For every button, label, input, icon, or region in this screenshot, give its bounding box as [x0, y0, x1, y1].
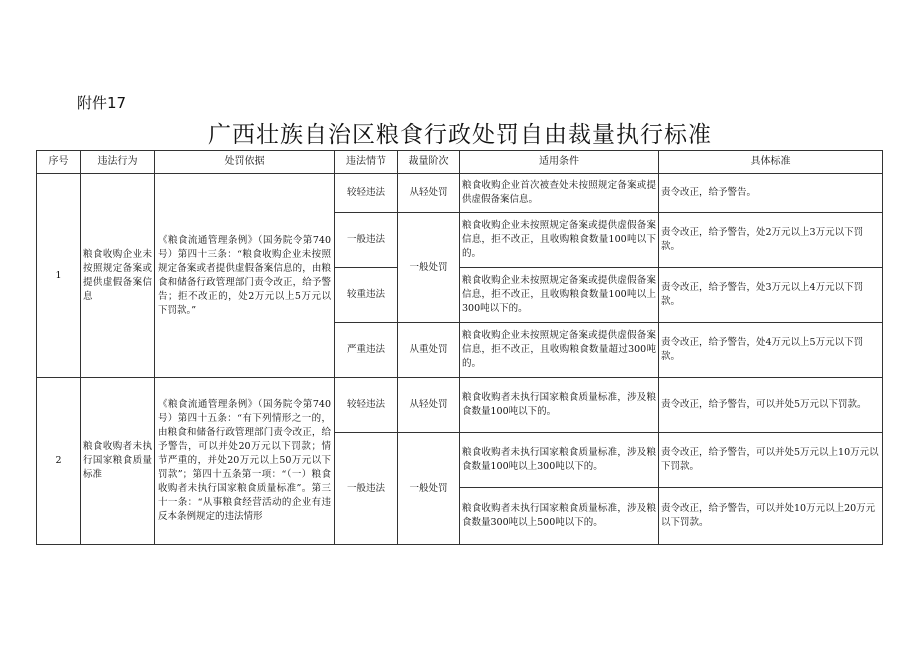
table-header-row	[37, 151, 883, 174]
condition-cell: 粮食收购者未执行国家粮食质量标准，涉及粮食数量300吨以上500吨以下的。	[460, 488, 659, 545]
row-number: 1	[37, 174, 81, 378]
level-cell: 一般处罚	[398, 213, 460, 323]
standard-cell: 责令改正，给予警告，处4万元以上5万元以下罚款。	[659, 323, 883, 378]
standard-cell: 责令改正，给予警告，可以并处10万元以上20万元以下罚款。	[659, 488, 883, 545]
header-severity: 违法情节	[335, 151, 398, 174]
table-row	[37, 174, 883, 213]
severity-cell: 一般违法	[335, 433, 398, 545]
header-discretion-level: 裁量阶次	[398, 151, 460, 174]
standard-cell: 责令改正，给予警告，处2万元以上3万元以下罚款。	[659, 213, 883, 268]
header-standard: 具体标准	[659, 151, 883, 174]
severity-cell: 较重违法	[335, 268, 398, 323]
severity-cell: 严重违法	[335, 323, 398, 378]
severity-cell: 较轻违法	[335, 378, 398, 433]
severity-cell: 一般违法	[335, 213, 398, 268]
header-violation: 违法行为	[81, 151, 155, 174]
header-condition: 适用条件	[460, 151, 659, 174]
legal-basis-cell: 《粮食流通管理条例》（国务院令第740号）第四十五条：“有下列情形之一的，由粮食和储备行政管理部门责令改正，给予警告，可以并处20万元以下罚款；情节严重的，并处20万元以上50万元以下罚款”；第四十五条第一项：“（一）粮食收购者未执行国家粮食质量标准”。第三十一条：“从事粮食经营活动的企业有违反本条例规定的违法情形	[155, 378, 335, 545]
row-number: 2	[37, 378, 81, 545]
annex-label: 附件17	[77, 94, 127, 112]
condition-cell: 粮食收购企业未按照规定备案或提供虚假备案信息，拒不改正，且收购粮食数量超过300吨的。	[460, 323, 659, 378]
legal-basis-cell: 《粮食流通管理条例》（国务院令第740号）第四十三条：“粮食收购企业未按照规定备案或者提供虚假备案信息的，由粮食和储备行政管理部门责令改正，给予警告；拒不改正的，处2万元以上5万元以下罚款。”	[155, 174, 335, 378]
condition-cell: 粮食收购企业首次被查处未按照规定备案或提供虚假备案信息。	[460, 174, 659, 213]
standard-cell: 责令改正，给予警告，可以并处5万元以下罚款。	[659, 378, 883, 433]
header-no: 序号	[37, 151, 81, 174]
condition-cell: 粮食收购企业未按照规定备案或提供虚假备案信息，拒不改正，且收购粮食数量100吨以上300吨以下的。	[460, 268, 659, 323]
violation-cell: 粮食收购者未执行国家粮食质量标准	[81, 378, 155, 545]
level-cell: 从轻处罚	[398, 378, 460, 433]
condition-cell: 粮食收购者未执行国家粮食质量标准，涉及粮食数量100吨以上300吨以下的。	[460, 433, 659, 488]
level-cell: 一般处罚	[398, 433, 460, 545]
condition-cell: 粮食收购企业未按照规定备案或提供虚假备案信息，拒不改正，且收购粮食数量100吨以下的。	[460, 213, 659, 268]
standard-cell: 责令改正，给予警告。	[659, 174, 883, 213]
page-title: 广西壮族自治区粮食行政处罚自由裁量执行标准	[208, 122, 712, 148]
level-cell: 从重处罚	[398, 323, 460, 378]
standard-cell: 责令改正，给予警告，可以并处5万元以上10万元以下罚款。	[659, 433, 883, 488]
level-cell: 从轻处罚	[398, 174, 460, 213]
penalty-standards-table	[36, 150, 883, 545]
table-row	[37, 378, 883, 433]
severity-cell: 较轻违法	[335, 174, 398, 213]
condition-cell: 粮食收购者未执行国家粮食质量标准，涉及粮食数量100吨以下的。	[460, 378, 659, 433]
violation-cell: 粮食收购企业未按照规定备案或提供虚假备案信息	[81, 174, 155, 378]
header-legal-basis: 处罚依据	[155, 151, 335, 174]
standard-cell: 责令改正，给予警告，处3万元以上4万元以下罚款。	[659, 268, 883, 323]
